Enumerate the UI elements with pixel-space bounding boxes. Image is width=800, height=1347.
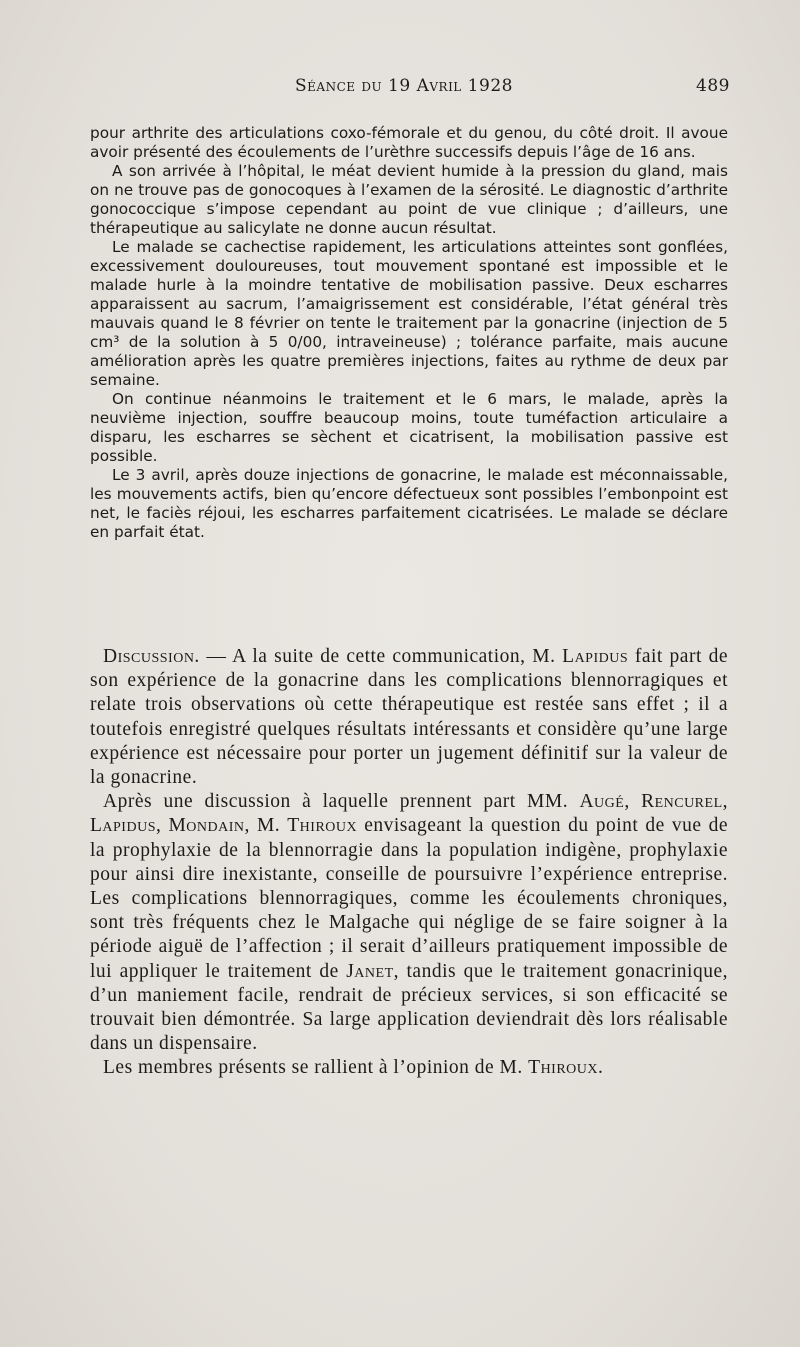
author-name: Thiroux (287, 815, 358, 837)
author-name: Augé (579, 791, 625, 813)
text-run: , M. (244, 815, 288, 837)
author-name: Lapidus (90, 815, 156, 837)
text-run: — A la suite de cette communication, M. (199, 646, 563, 667)
text-run: Après une discussion à laquelle prennent part MM. (103, 791, 580, 813)
text-run: , tandis que le traitement gonacrinique, d’un maniement facile, rendrait de précieux services, si son efficacité se trouvait bien démontrée. Sa large application deviendrait dès lors réalisable dans un dispensaire. (90, 960, 728, 1055)
discussion-section (90, 645, 728, 1081)
case-report (90, 124, 728, 542)
discussion-paragraph (90, 645, 728, 790)
author-name: Thiroux (528, 1057, 599, 1079)
text-run: , (155, 815, 169, 837)
paragraph: Le malade se cachectise rapidement, les articulations atteintes sont gonflées, excessivement douloureuses, tout mouvement spontané est impossible et le malade hurle à la moindre tentative de mobilisation passive. Deux escharres apparaissent au sacrum, l’amaigrissement est considérable, l’état général très mauvais quand le 8 février on tente le traitement par la gonacrine (injection de 5 cm³ de la solution à 5 0/00, intraveineuse) ; tolérance parfaite, mais aucune amélioration après les quatre premières injections, faites au rythme de deux par semaine. (90, 238, 728, 389)
header-title: Séance du 19 Avril 1928 (295, 76, 513, 96)
text-run: , (722, 791, 728, 813)
author-name: Mondain (168, 815, 245, 837)
paragraph: Le 3 avril, après douze injections de gonacrine, le malade est méconnaissable, les mouvements actifs, bien qu’encore défectueux sont possibles l’embonpoint est net, le faciès réjoui, les escharres parfaitement cicatrisées. Le malade se déclare en parfait état. (90, 466, 728, 541)
author-name: Janet (346, 960, 394, 982)
text-run: envisageant la question du point de vue de la prophylaxie de la blennorragie dans la population indigène, prophylaxie pour ainsi dire inexistante, conseille de poursuivre l’expérience entreprise. Les complications blennorragiques, comme les écoulements chroniques, sont très fréquents chez le Malgache qui néglige de se faire soigner à la période aiguë de l’affection ; il serait d’ailleurs pratiquement impossible de lui appliquer le traitement de (90, 815, 729, 982)
running-header (90, 76, 730, 102)
paragraph: On continue néanmoins le traitement et le 6 mars, le malade, après la neuvième injection, souffre beaucoup moins, toute tuméfaction articulaire a disparu, les escharres se sèchent et cicatrisent, la mobilisation passive est possible. (90, 390, 728, 465)
author-name: Lapidus (562, 646, 629, 667)
discussion-paragraph (90, 1056, 728, 1080)
page-number: 489 (696, 76, 730, 96)
text-run: Les membres présents se rallient à l’opinion de M. (103, 1057, 529, 1079)
discussion-label: Discussion. (103, 646, 200, 667)
paragraph: A son arrivée à l’hôpital, le méat devient humide à la pression du gland, mais on ne trouve pas de gonocoques à l’examen de la sérosité. Le diagnostic d’arthrite gonococcique s’impose cependant au point de vue clinique ; d’ailleurs, une thérapeutique au salicylate ne donne aucun résultat. (90, 162, 728, 237)
paragraph: pour arthrite des articulations coxo-fémorale et du genou, du côté droit. Il avoue avoir présenté des écoulements de l’urèthre successifs depuis l’âge de 16 ans. (90, 124, 728, 161)
author-name: Rencurel (641, 791, 723, 813)
text-run: fait part de son expérience de la gonacrine dans les complications blennorragiques et relate trois observations où cette thérapeutique est restée sans effet ; il a toutefois enregistré quelques résultats intéressants et considère qu’une large expérience est nécessaire pour porter un jugement définitif sur la valeur de la gonacrine. (90, 646, 728, 789)
discussion-paragraph (90, 790, 728, 1056)
text-run: , (624, 791, 642, 813)
text-run: . (598, 1057, 604, 1079)
